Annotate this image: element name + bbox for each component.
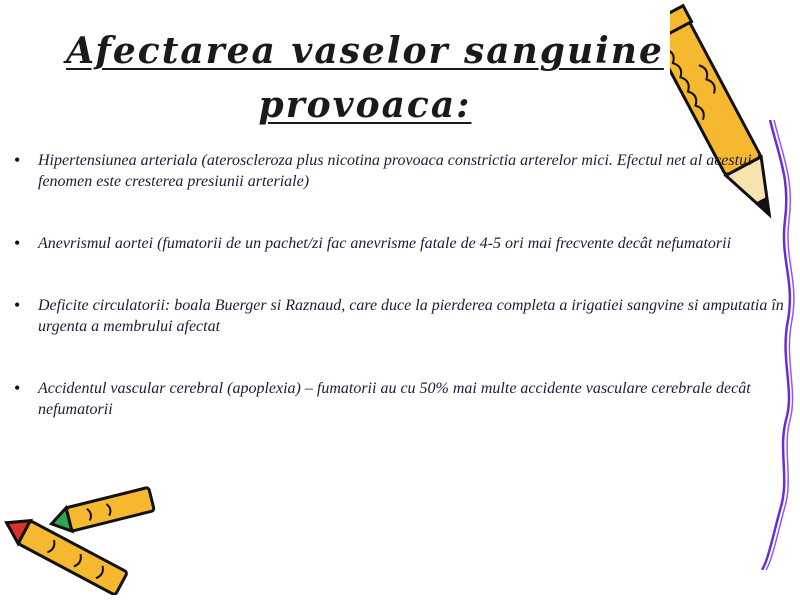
bullet-list — [14, 150, 794, 420]
crayons-icon — [0, 480, 170, 595]
bullet-dot-icon: • — [14, 233, 21, 253]
title-line-1: Afectarea vaselor sanguine — [66, 30, 664, 72]
bullet-item — [14, 378, 794, 420]
bullet-dot-icon: • — [14, 295, 21, 315]
bullet-text: Accidentul vascular cerebral (apoplexia) – fumatorii au cu 50% mai multe accidente vasculare cerebrale decât nefumatorii — [38, 380, 751, 418]
bullet-text: Hipertensiunea arteriala (ateroscleroza plus nicotina provoaca constrictia arterelor mici. Efectul net al acestui fenomen este cresterea presiunii arteriale) — [38, 152, 752, 190]
bullet-item — [14, 150, 794, 192]
bullet-text: Anevrismul aortei (fumatorii de un pachet/zi fac anevrisme fatale de 4-5 ori mai frecvente decât nefumatorii — [38, 235, 732, 252]
title-line-2: provoaca: — [258, 84, 472, 126]
bullet-item — [14, 295, 794, 337]
page-title — [60, 24, 670, 132]
bullet-dot-icon: • — [14, 150, 21, 170]
bullet-text: Deficite circulatorii: boala Buerger si Raznaud, care duce la pierderea completa a irigatiei sangvine si amputatia în urgenta a membrului afectat — [38, 297, 784, 335]
bullet-item — [14, 233, 794, 254]
bullet-dot-icon: • — [14, 378, 21, 398]
